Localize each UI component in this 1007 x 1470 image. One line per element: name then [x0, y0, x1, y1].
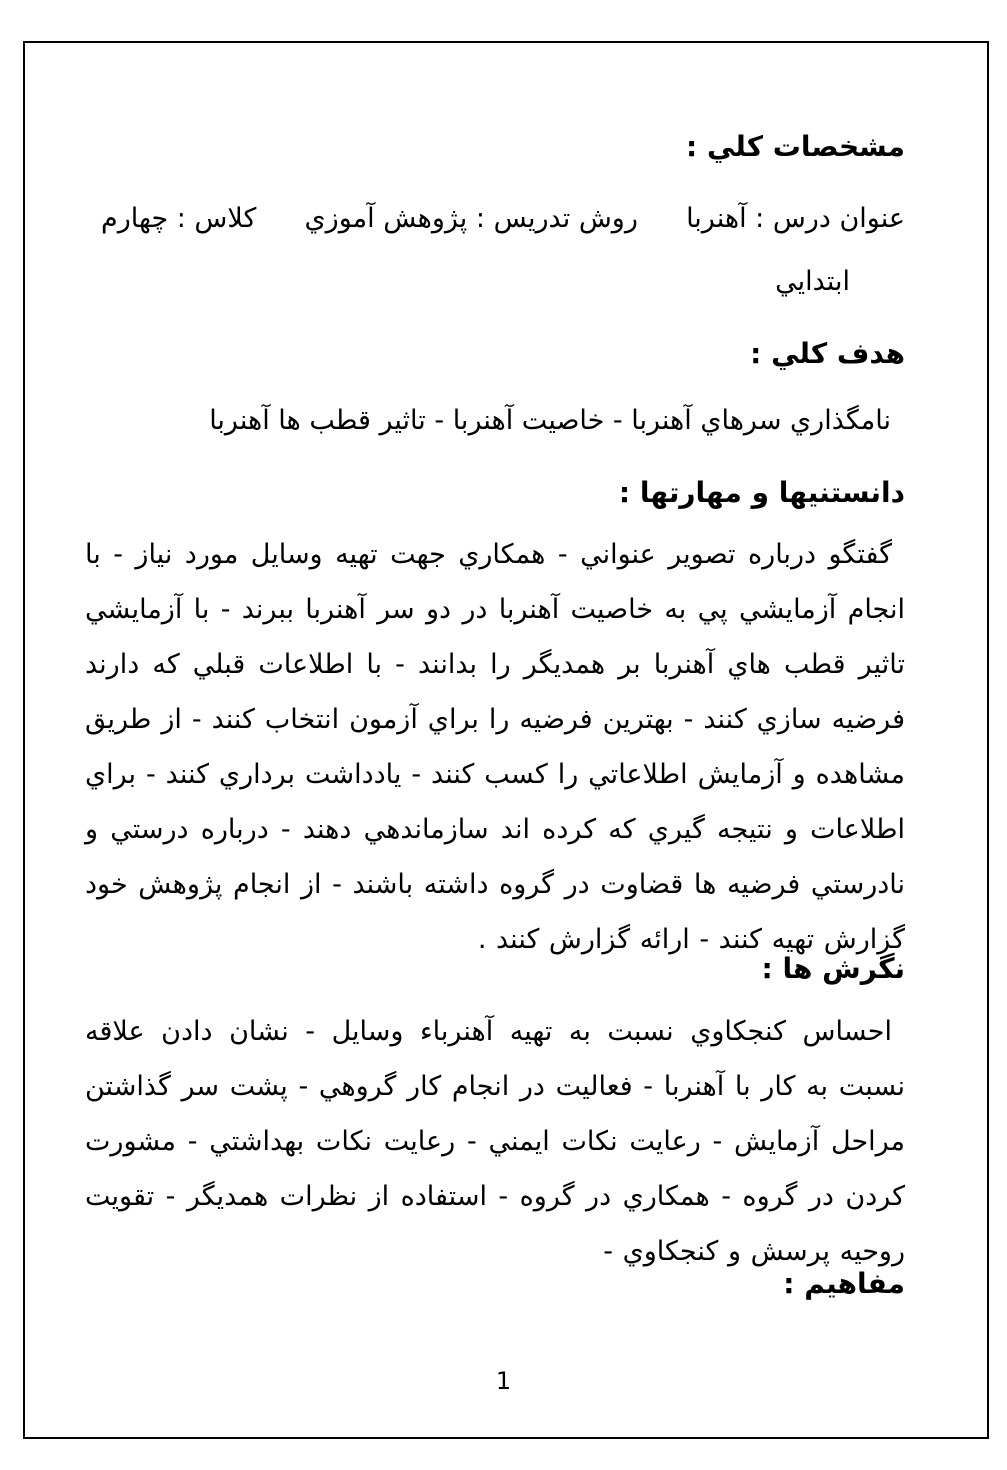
- grade-label-continued: ابتدايي: [775, 266, 850, 297]
- lesson-info-line: [85, 199, 905, 239]
- page-number: 1: [495, 1367, 512, 1395]
- knowledge-skills-paragraph: گفتگو درباره تصوير عنواني - همكاري جهت تهيه وسايل مورد نياز - با انجام آزمايشي پي به خاصيت آهنربا در دو سر آهنربا ببرند - با آزمايشي تاثير قطب هاي آهنربا بر همديگر را بدانند - با اطلاعات قبلي كه دارند فرضيه سازي كنند - بهترين فرضيه را براي آزمون انتخاب كنند - از طريق مشاهده و آزمايش اطلاعاتي را كسب كنند - يادداشت برداري كنند - براي اطلاعات و نتيجه گيري كه كرده اند سازماندهي دهند - درباره درستي و نادرستي فرضيه ها قضاوت در گروه داشته باشند - از انجام پژوهش خود گزارش تهيه كنند - ارائه گزارش كنند .: [85, 539, 905, 955]
- general-goal-text: نامگذاري سرهاي آهنربا - خاصيت آهنربا - تاثير قطب ها آهنربا: [209, 405, 891, 436]
- heading-knowledge-skills: دانستنيها و مهارتها :: [618, 476, 905, 509]
- heading-general-specs: مشخصات كلي :: [686, 130, 905, 163]
- heading-general-goal: هدف كلي :: [750, 337, 905, 370]
- grade-label: كلاس : چهارم: [101, 203, 257, 234]
- heading-concepts: مفاهيم :: [783, 1267, 905, 1300]
- lesson-title: عنوان درس : آهنربا: [686, 203, 905, 234]
- teaching-method: روش تدريس : پژوهش آموزي: [304, 203, 638, 234]
- attitudes-paragraph: احساس كنجكاوي نسبت به تهيه آهنرباء وسايل - نشان دادن علاقه نسبت به كار با آهنربا - فعاليت در انجام كار گروهي - پشت سر گذاشتن مراحل آزمايش - رعايت نكات ايمني - رعايت نكات بهداشتي - مشورت كردن در گروه - همكاري در گروه - استفاده از نظرات همديگر - تقويت روحيه پرسش و كنجكاوي -: [85, 1016, 905, 1267]
- heading-attitudes: نگرش ها :: [761, 952, 905, 985]
